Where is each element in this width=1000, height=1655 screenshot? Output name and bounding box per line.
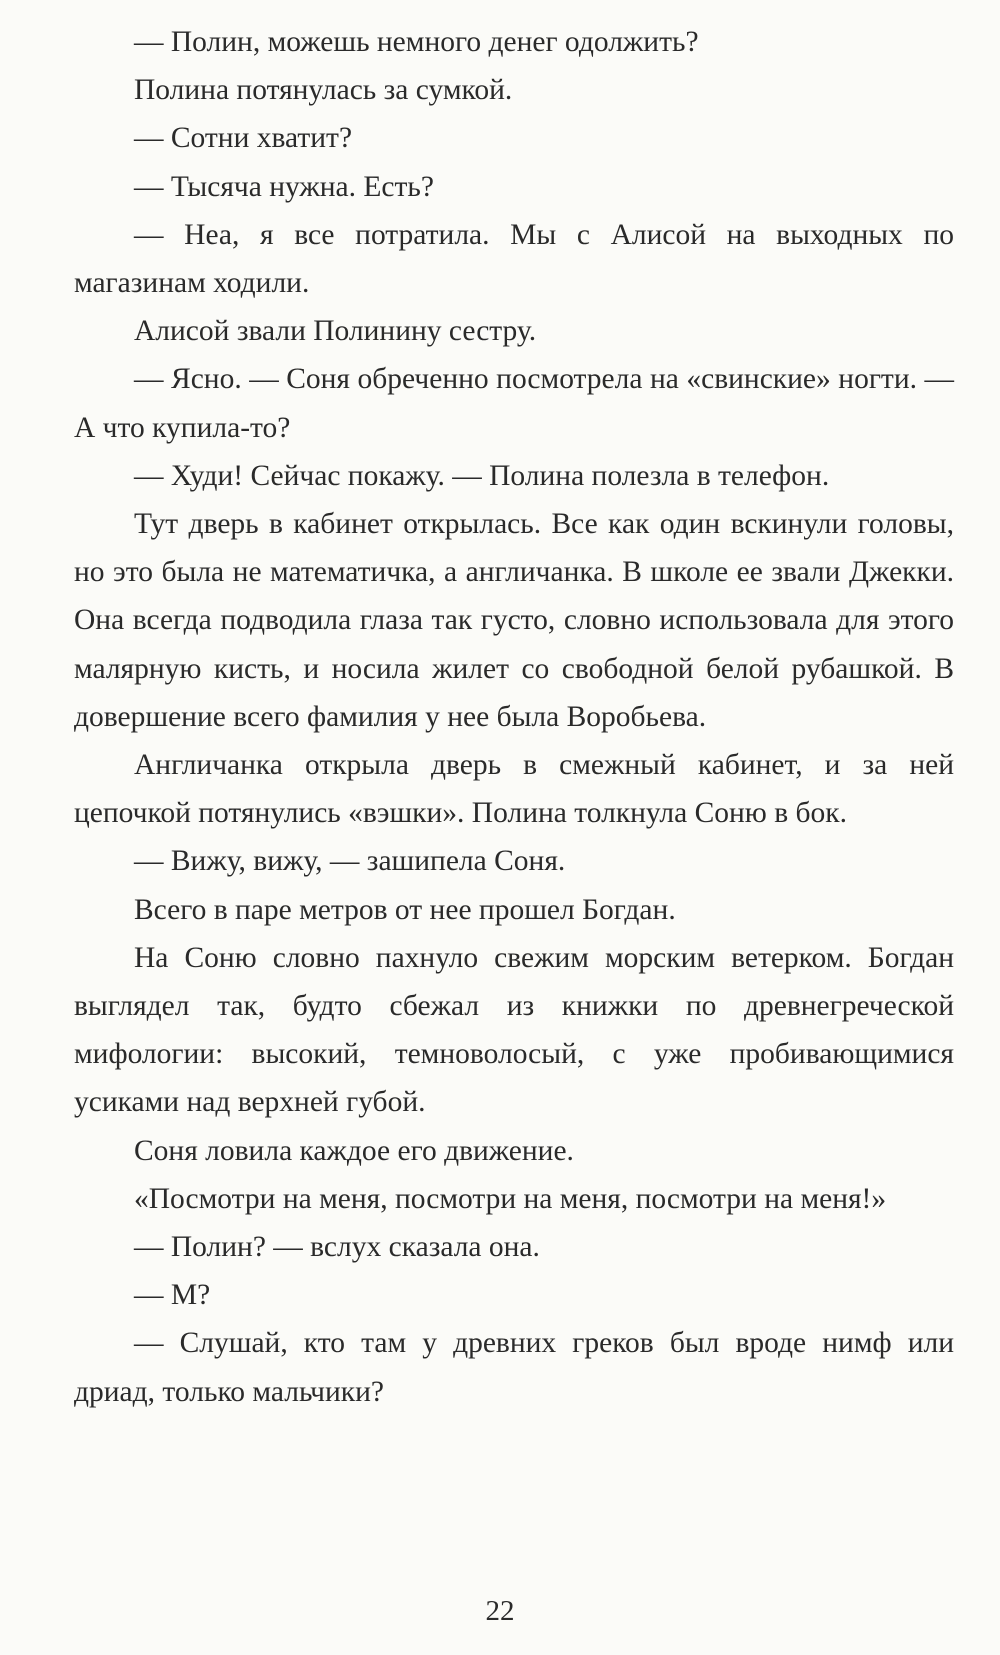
paragraph: — Слушай, кто там у древних греков был вроде нимф или дриад, только мальчики?	[74, 1327, 954, 1408]
paragraph: — Тысяча нужна. Есть?	[134, 170, 434, 203]
paragraph: Всего в паре метров от нее прошел Богдан.	[134, 893, 676, 926]
paragraph: — М?	[134, 1279, 211, 1312]
page-number: 22	[485, 1595, 515, 1627]
paragraph: «Посмотри на меня, посмотри на меня, посмотри на меня!»	[134, 1182, 887, 1215]
paragraph: Англичанка открыла дверь в смежный кабинет, и за ней цепочкой потянулись «вэшки». Полина толкнула Соню в бок.	[74, 749, 954, 830]
paragraph: — Ясно. — Соня обреченно посмотрела на «свинские» ногти. — А что купила-то?	[74, 363, 954, 444]
paragraph: Тут дверь в кабинет открылась. Все как один вскинули головы, но это была не математичка, а англичанка. В школе ее звали Джекки. Она всегда подводила глаза так густо, словно использовала для этого малярную кисть, и носила жилет со свободной белой рубашкой. В довершение всего фамилия у нее была Воробьева.	[74, 508, 954, 733]
paragraph: — Полин? — вслух сказала она.	[134, 1231, 540, 1264]
paragraph: Соня ловила каждое его движение.	[134, 1134, 574, 1167]
paragraph: — Сотни хватит?	[134, 122, 353, 155]
page-text	[74, 18, 954, 1416]
paragraph: — Вижу, вижу, — зашипела Соня.	[134, 845, 566, 878]
paragraph: Алисой звали Полинину сестру.	[134, 315, 537, 348]
paragraph: — Худи! Сейчас покажу. — Полина полезла в телефон.	[134, 459, 830, 492]
paragraph: — Полин, можешь немного денег одолжить?	[134, 26, 699, 58]
paragraph: — Неа, я все потратила. Мы с Алисой на выходных по магазинам ходили.	[74, 218, 954, 300]
paragraph: На Соню словно пахнуло свежим морским ветерком. Богдан выглядел так, будто сбежал из книжки по древнегреческой мифологии: высокий, темноволосый, с уже пробивающимися усиками над верхней губой.	[74, 941, 954, 1119]
paragraph: Полина потянулась за сумкой.	[134, 74, 513, 107]
